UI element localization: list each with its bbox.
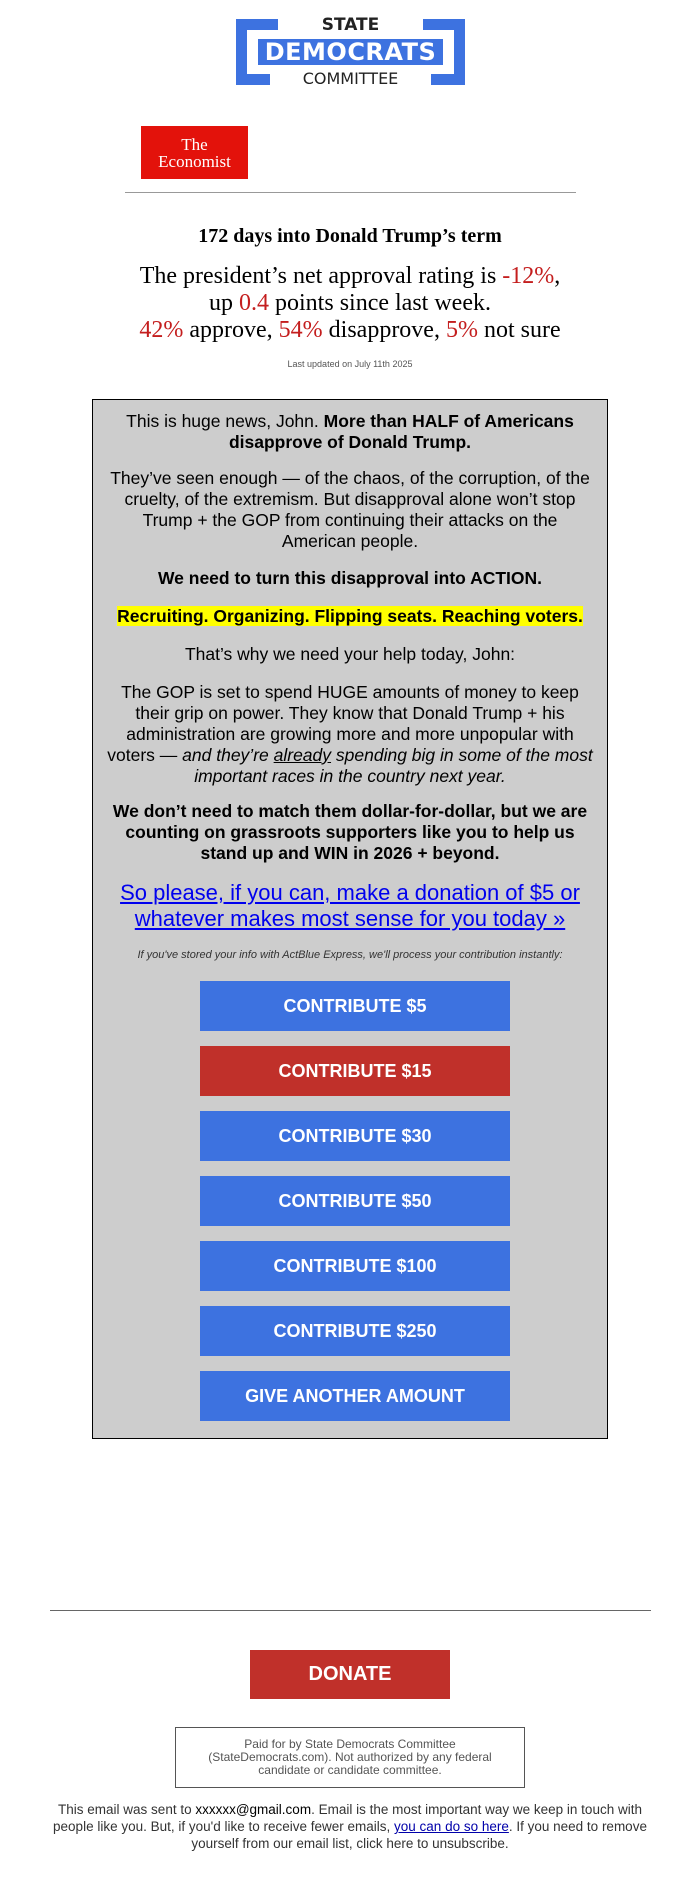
- contribute-5-button[interactable]: CONTRIBUTE $5: [200, 981, 510, 1031]
- paragraph-need-help: That’s why we need your help today, John:: [184, 644, 516, 664]
- contribute-15-button[interactable]: CONTRIBUTE $15: [200, 1046, 510, 1096]
- p6-italic1: and they’re: [182, 745, 274, 765]
- approval-line1-post: ,: [554, 263, 561, 289]
- paragraph-grassroots: We don’t need to match them dollar-for-dollar, but we are counting on grassroots supporters like you to help us stand up and WIN in 2026 + beyond.: [112, 801, 588, 863]
- approve-label: approve,: [183, 317, 279, 343]
- highlight-recruiting: Recruiting. Organizing. Flipping seats. Reaching voters.: [117, 606, 583, 626]
- contribute-100-button[interactable]: CONTRIBUTE $100: [200, 1241, 510, 1291]
- donate-button[interactable]: DONATE: [250, 1650, 450, 1699]
- footer-t2: . Email is the most important way we keep in touch with people like you. But, if you'd like to receive fewer emails,: [53, 1802, 642, 1834]
- paragraph-action: We need to turn this disapproval into ACTION.: [157, 568, 543, 588]
- paragraph-huge-news: [105, 411, 595, 453]
- appeal-box: [92, 399, 608, 1439]
- economist-line1: The: [181, 134, 208, 154]
- approval-line2-pre: up: [209, 290, 240, 316]
- divider-bottom: [50, 1610, 651, 1611]
- paragraph-gop-spend: [105, 682, 595, 787]
- approval-summary: [0, 263, 700, 344]
- p1-plain: This is huge news, John.: [126, 411, 324, 431]
- p1-bold: More than HALF of Americans disapprove of Donald Trump.: [228, 411, 574, 452]
- footer-email: xxxxxx@gmail.com: [195, 1802, 312, 1817]
- approval-change-value: 0.4: [239, 290, 270, 316]
- p6-underline: already: [273, 745, 332, 765]
- donation-link[interactable]: So please, if you can, make a donation of $5 or whatever makes most sense for you today »: [120, 880, 580, 931]
- notsure-pct: 5%: [445, 317, 478, 343]
- footer-t3: . If you need to remove yourself from our email list, click here to unsubscribe.: [191, 1819, 647, 1851]
- p6-plain: The GOP is set to spend HUGE amounts of money to keep their grip on power. They know that Donald Trump + his administration are growing more and more unpopular with voters —: [107, 682, 579, 765]
- actblue-note: If you've stored your info with ActBlue Express, we'll process your contribution instantly:: [137, 949, 563, 961]
- footer-t1: This email was sent to: [58, 1802, 196, 1817]
- disapprove-pct: 54%: [278, 317, 323, 343]
- footer-text: [40, 1801, 660, 1852]
- disapprove-label: disapprove,: [322, 317, 446, 343]
- economist-logo: [141, 126, 248, 179]
- paid-for-disclaimer: Paid for by State Democrats Committee (StateDemocrats.com). Not authorized by any federal candidate or candidate committee.: [175, 1727, 525, 1788]
- approval-line1-pre: The president’s net approval rating is: [139, 263, 503, 289]
- logo-bottom-text: COMMITTEE: [270, 71, 431, 87]
- days-heading: 172 days into Donald Trump’s term: [198, 225, 502, 247]
- donation-link-wrap: [105, 880, 595, 932]
- p6-italic2: spending big in some of the most important races in the country next year.: [194, 745, 593, 786]
- divider-top: [125, 192, 576, 193]
- paragraph-seen-enough: They’ve seen enough — of the chaos, of the corruption, of the cruelty, of the extremism. But disapproval alone won’t stop Trump + the GOP from continuing their attacks on the American people.: [110, 468, 590, 551]
- give-another-amount-button[interactable]: GIVE ANOTHER AMOUNT: [200, 1371, 510, 1421]
- contribute-250-button[interactable]: CONTRIBUTE $250: [200, 1306, 510, 1356]
- fewer-emails-link[interactable]: you can do so here: [394, 1819, 509, 1834]
- approval-line2-post: points since last week.: [269, 290, 491, 316]
- approve-pct: 42%: [139, 317, 184, 343]
- contribute-30-button[interactable]: CONTRIBUTE $30: [200, 1111, 510, 1161]
- notsure-label: not sure: [477, 317, 561, 343]
- contribute-50-button[interactable]: CONTRIBUTE $50: [200, 1176, 510, 1226]
- state-democrats-logo: [236, 15, 465, 88]
- last-updated: Last updated on July 11th 2025: [287, 359, 413, 369]
- paragraph-recruiting: [105, 606, 595, 627]
- logo-middle-text: DEMOCRATS: [258, 39, 443, 65]
- net-approval-value: -12%: [502, 263, 555, 289]
- economist-line2: Economist: [158, 151, 231, 171]
- logo-top-text: STATE: [278, 17, 423, 33]
